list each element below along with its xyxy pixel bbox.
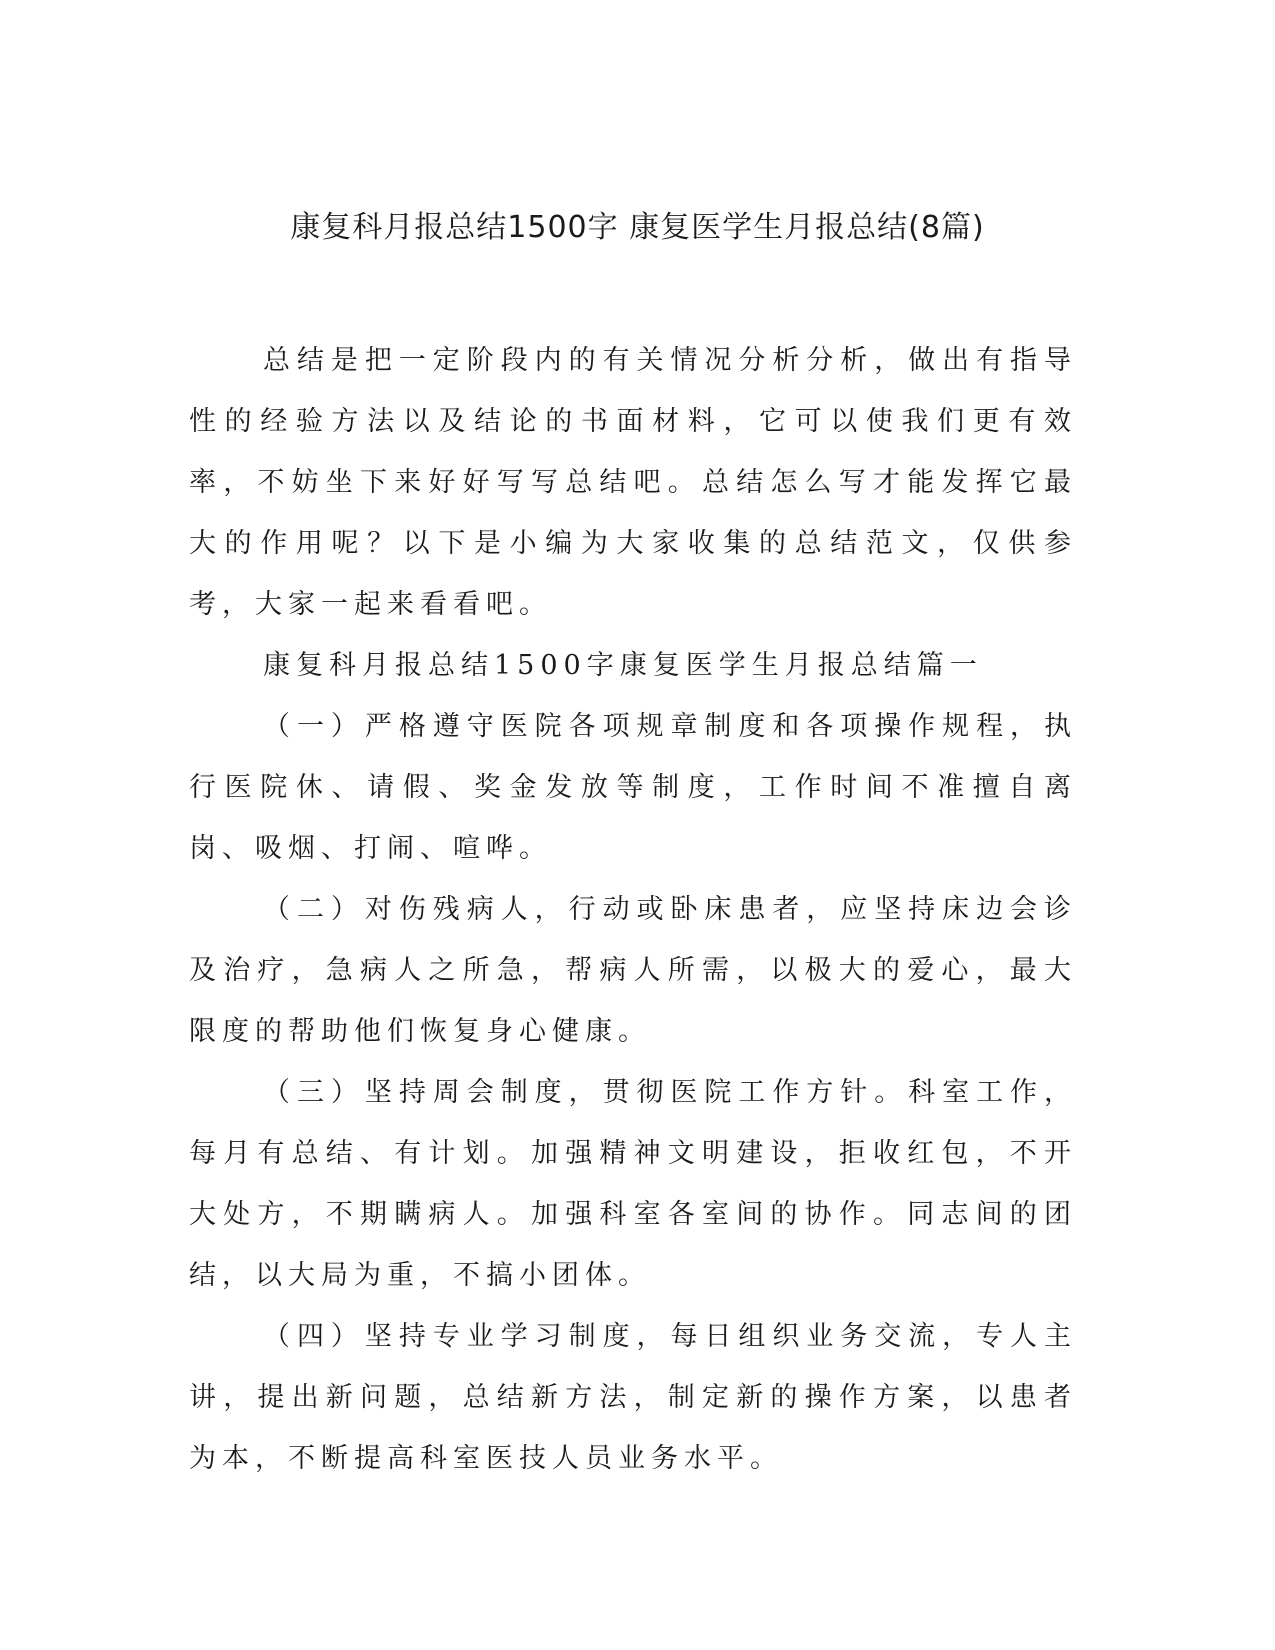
section-heading: 康复科月报总结1500字康复医学生月报总结篇一 (263, 650, 983, 681)
intro-paragraph: 总结是把一定阶段内的有关情况分析分析，做出有指导性的经验方法以及结论的书面材料，它可以使我们更有效率，不妨坐下来好好写写总结吧。总结怎么写才能发挥它最大的作用呢？以下是小编为大家收集的总结范文，仅供参考，大家一起来看看吧。 (189, 345, 1077, 620)
item-paragraph-2: （二）对伤残病人，行动或卧床患者，应坚持床边会诊及治疗，急病人之所急，帮病人所需，以极大的爱心，最大限度的帮助他们恢复身心健康。 (189, 894, 1077, 1047)
item-paragraph-3: （三）坚持周会制度，贯彻医院工作方针。科室工作，每月有总结、有计划。加强精神文明建设，拒收红包，不开大处方，不期瞒病人。加强科室各室间的协作。同志间的团结，以大局为重，不搞小团体。 (189, 1077, 1077, 1291)
item-paragraph-1: （一）严格遵守医院各项规章制度和各项操作规程，执行医院休、请假、奖金发放等制度，工作时间不准擅自离岗、吸烟、打闹、喧哗。 (189, 711, 1077, 864)
document-body (189, 330, 1077, 1489)
document-title: 康复科月报总结1500字 康复医学生月报总结(8篇) (290, 210, 985, 245)
item-paragraph-4: （四）坚持专业学习制度，每日组织业务交流，专人主讲，提出新问题，总结新方法，制定新的操作方案，以患者为本，不断提高科室医技人员业务水平。 (189, 1321, 1077, 1474)
